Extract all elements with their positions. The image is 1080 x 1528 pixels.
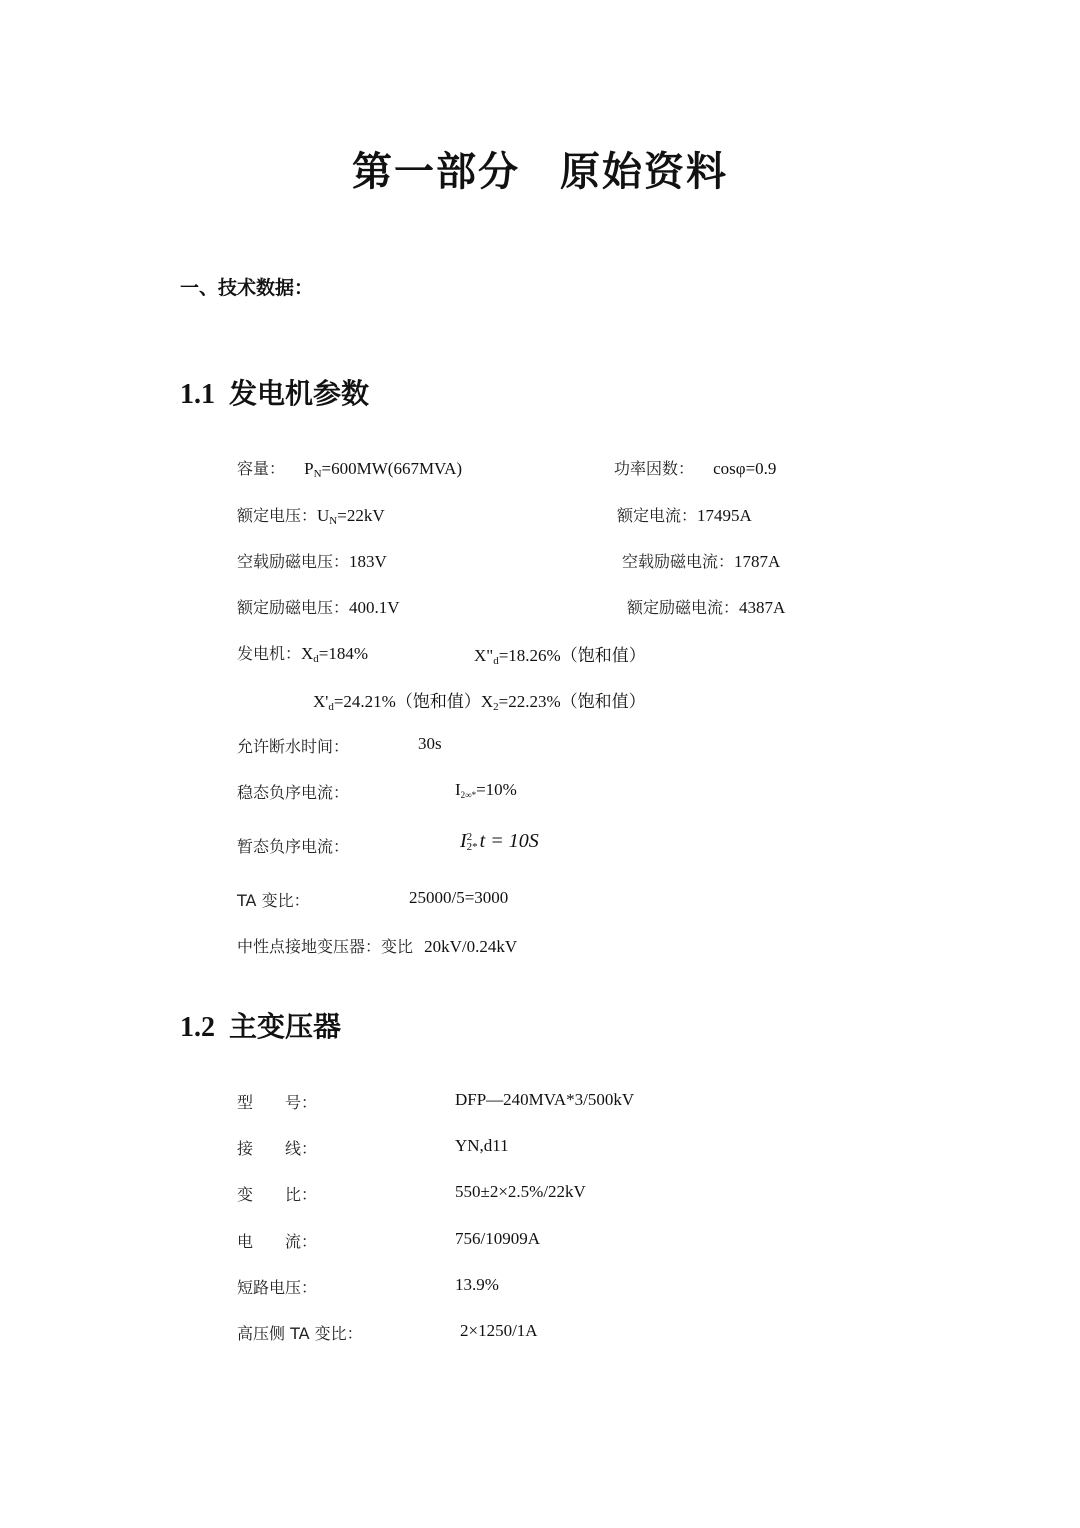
- short-circuit-voltage-value: 13.9%: [455, 1275, 499, 1294]
- rated-voltage-value: $U_N=22kV$: [317, 506, 385, 527]
- current-value: 756/10909A: [455, 1229, 540, 1248]
- heading-text: 主变压器: [229, 1010, 342, 1043]
- noload-exc-voltage-row: [237, 549, 387, 572]
- short-circuit-voltage-label: 短路电压：: [237, 1278, 318, 1297]
- pf-label: 功率因数：: [614, 459, 695, 478]
- steady-neg-seq-value: $I_{2\infty*}=10\%$: [455, 780, 517, 800]
- capacity-row: [237, 456, 462, 480]
- noload-exc-voltage-label: 空载励磁电压：: [237, 552, 350, 571]
- water-cutoff-label: 允许断水时间：: [237, 737, 350, 756]
- neutral-transformer-row: [237, 934, 517, 957]
- section-heading-tech-data: 一、技术数据：: [180, 277, 314, 299]
- noload-exc-current-value: 1787A: [734, 552, 781, 571]
- water-cutoff-row: [237, 734, 349, 757]
- noload-exc-voltage-value: 183V: [349, 552, 387, 571]
- model-value: DFP—240MVA*3/500kV: [455, 1090, 635, 1109]
- rated-current-row: [617, 503, 752, 526]
- connection-label: 接 线：: [237, 1139, 318, 1158]
- power-factor-row: [614, 456, 776, 479]
- ta-ratio-label: TA 变比：: [237, 891, 310, 910]
- xd-transient-value: $X'_d=24.21\%$（饱和值）: [313, 692, 481, 713]
- rated-exc-voltage-label: 额定励磁电压：: [237, 598, 350, 617]
- rated-exc-current-label: 额定励磁电流：: [627, 598, 740, 617]
- transient-neg-seq-row: [237, 834, 349, 857]
- rated-exc-voltage-value: 400.1V: [349, 598, 400, 617]
- rated-current-value: 17495A: [697, 506, 752, 525]
- x2-value: $X_2=22.23\%$（饱和值）: [480, 692, 646, 713]
- xd-label: 发电机：: [237, 644, 302, 663]
- water-cutoff-value: 30s: [418, 734, 442, 753]
- heading-generator: [180, 372, 369, 412]
- connection-value: YN,d11: [455, 1136, 509, 1155]
- heading-number: 1.1: [180, 379, 215, 410]
- heading-main-transformer: [180, 1005, 341, 1045]
- ratio-label: 变 比：: [237, 1185, 318, 1204]
- ta-ratio-row: [237, 888, 310, 911]
- rated-voltage-row: [237, 503, 385, 527]
- noload-exc-current-row: [622, 549, 780, 572]
- noload-exc-current-label: 空载励磁电流：: [622, 552, 735, 571]
- title-part2: 原始资料: [560, 148, 728, 195]
- rated-exc-voltage-row: [237, 595, 400, 618]
- neutral-transformer-value: 20kV/0.24kV: [424, 937, 518, 956]
- rated-voltage-label: 额定电压：: [237, 506, 318, 525]
- ratio-value: 550±2×2.5%/22kV: [455, 1182, 586, 1201]
- hv-ta-ratio-label: 高压侧 TA 变比：: [237, 1324, 363, 1343]
- pf-value: cosφ=0.9: [713, 459, 777, 478]
- page-title: [0, 140, 1080, 197]
- model-label: 型 号：: [237, 1093, 318, 1112]
- rated-exc-current-row: [627, 595, 785, 618]
- rated-current-label: 额定电流：: [617, 506, 698, 525]
- capacity-label: 容量：: [237, 459, 286, 478]
- heading-text: 发电机参数: [229, 377, 370, 410]
- current-label: 电 流：: [237, 1232, 318, 1251]
- steady-neg-seq-row: [237, 780, 349, 803]
- heading-number: 1.2: [180, 1012, 215, 1043]
- xd-row: [237, 641, 368, 665]
- xd-transient-x2-row: [313, 687, 646, 713]
- hv-ta-ratio-value: 2×1250/1A: [460, 1321, 538, 1340]
- ta-ratio-value: 25000/5=3000: [409, 888, 509, 907]
- transient-neg-seq-formula: I 2 2* t = 10S: [460, 830, 539, 854]
- transient-neg-seq-label: 暂态负序电流：: [237, 837, 350, 856]
- title-part1: 第一部分: [352, 148, 520, 195]
- xd-value: $X_d=184\%$: [301, 644, 369, 665]
- rated-exc-current-value: 4387A: [739, 598, 786, 617]
- xd-subtransient-value: $X"_d=18.26\%$（饱和值）: [474, 646, 646, 667]
- neutral-transformer-label: 中性点接地变压器：变比: [237, 937, 414, 956]
- steady-neg-seq-label: 稳态负序电流：: [237, 783, 350, 802]
- capacity-value: $P_N=600MW(667MVA)$: [304, 459, 463, 480]
